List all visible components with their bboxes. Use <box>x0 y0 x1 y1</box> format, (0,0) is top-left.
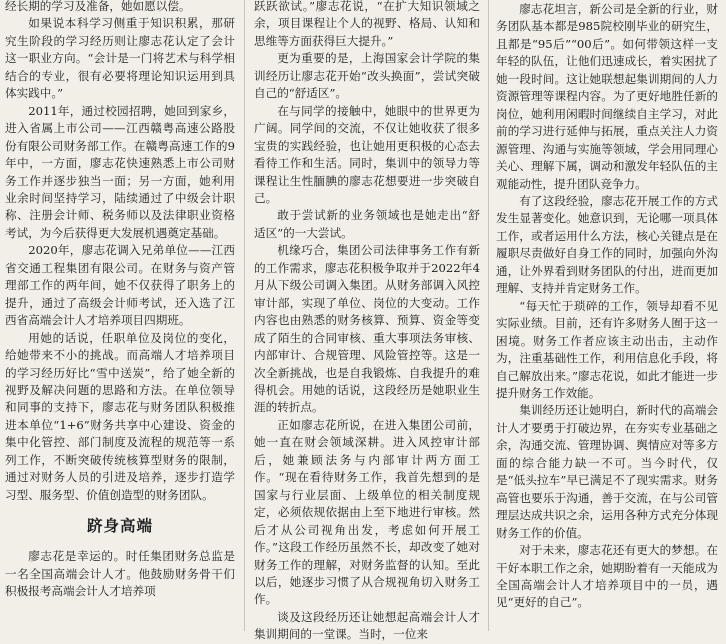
paragraph: 跃跃欲试。”廖志花说，“在扩大知识领域之余，项目课程让个人的视野、格局、认知和思维等方面获得巨大提升。” <box>254 0 480 48</box>
paragraph: 集训经历还让她明白，新时代的高端会计人才要勇于打破边界，在夯实专业基础之余，沟通交流、管理协调、舆情应对等多方面的综合能力缺一不可。当今时代，仅是“低头拉车”早已满足不了现实需求。财务高管也要乐于沟通，善于交流，在与公司管理层达成共识之余，运用各种方式充分体现财务工作的价值。 <box>496 403 718 540</box>
paragraph: 谈及这段经历还让她想起高端会计人才集训期间的一堂课。当时，一位来 <box>254 609 480 642</box>
paragraph: 廖志花坦言，新公司是全新的行业，财务团队基本都是985院校刚毕业的研究生，且都是“95后”“00后”。如何带领这样一支年轻的队伍，让他们迅速成长，着实困扰了她一段时间。这让她联想起集训期间的人力资源管理等课程内容。为了更好地胜任新的岗位，她利用闲暇时间继续自主学习，对此前的学习进行延伸与拓展，重点关注人力资源管理、沟通与实施等领域，学会用同理心关心、理解下属，调动和激发年轻队伍的主观能动性，提升团队竞争力。 <box>496 2 718 191</box>
column-left <box>5 0 235 629</box>
paragraph: 如果说本科学习侧重于知识积累，那研究生阶段的学习经历则让廖志花认定了会计这一职业方向。“会计是一门将艺术与科学相结合的专业，很有必要将理论知识运用到具体实践中。” <box>5 16 235 101</box>
paragraph: 更为重要的是，上海国家会计学院的集训经历让廖志花开始“改头换面”，尝试突破自己的“舒适区”。 <box>254 51 480 101</box>
paragraph: 正如廖志花所说，在进入集团公司前，她一直在财会领域深耕。进入风控审计部后，她兼顾法务与内部审计两方面工作。“现在看待财务工作，我首先想到的是国家与行业层面、上级单位的相关制度规定，必须依规依据由上至下地进行审核。然后才从公司视角出发，考虑如何开展工作。”这段工作经历虽然不长，却改变了她对财务工作的理解，对财务监督的认知。至此以后，她逐步习惯了从合规视角切入财务工作。 <box>254 417 480 607</box>
paragraph: 经长期的学习及准备，她如愿以偿。 <box>5 0 191 13</box>
paragraph: “每天忙于琐碎的工作，领导却看不见实际业绩。目前，还有许多财务人囿于这一困境。财务工作者应该主动出击，主动作为，注重基础性工作，利用信息化手段，将自己解放出来。”廖志花说，如此才能进一步提升财务工作效能。 <box>496 298 718 400</box>
paragraph: 用她的话说，任职单位及岗位的变化，给她带来不小的挑战。而高端人才培养项目的学习经历好比“雪中送炭”，给了她全新的视野及解决问题的思路和方法。在单位领导和同事的支持下，廖志花与财务团队积极推进本单位“1+6”财务共享中心建设、资金的集中化管控、部门制度及流程的规范等一系列工作，不断突破传统核算型财务的限制，通过对财务人员的引进及培养，逐步打造学习型、服务型、价值创造型的财务团队。 <box>5 330 235 502</box>
paragraph: 2011年，通过校园招聘，她回到家乡，进入省属上市公司——江西赣粤高速公路股份有限公司财务部工作。在赣粤高速工作的9年中，一方面，廖志花快速熟悉上市公司财务工作并逐步独当一面；另一方面，她利用业余时间坚持学习，陆续通过了中级会计职称、注册会计师、税务师以及法律职业资格考试，为今后获得更大发展机遇奠定基础。 <box>5 103 235 240</box>
paragraph: 机缘巧合，集团公司法律事务工作有新的工作需求，廖志花积极争取并于2022年4月从下级公司调入集团。从财务部调入风控审计部，实现了单位、岗位的大变动。工作内容也由熟悉的财务核算、预算、资金等变成了陌生的合同审核、重大事项法务审核、内部审计、合规管理、风险管控等。这是一次全新挑战，也是自我锻炼、自我提升的难得机会。用她的话说，这段经历是她职业生涯的转折点。 <box>254 243 480 415</box>
paragraph: 有了这段经验，廖志花开展工作的方式发生显著变化。她意识到，无论哪一项具体工作，或者运用什么方法，核心关键点是在履职尽责做好自身工作的同时，加强向外沟通，让外界看到财务团队的付出，进而更加理解、支持并肯定财务工作。 <box>496 193 718 296</box>
column-middle <box>254 0 480 642</box>
paragraph: 对于未来，廖志花还有更大的梦想。在干好本职工作之余，她期盼着有一天能成为全国高端会计人才培养项目中的一员，遇见“更好的自己”。 <box>496 543 718 610</box>
paragraph: 在与同学的接触中，她眼中的世界更为广阔。同学间的交流，不仅让她收获了很多宝贵的实践经验，也让她用更积极的心态去看待工作和生活。同时，集训中的领导力等课程让生性腼腆的廖志花想要进一步突破自己。 <box>254 103 480 205</box>
paragraph: 敢于尝试新的业务领域也是她走出“舒适区”的一大尝试。 <box>254 208 480 240</box>
paragraph: 2020年，廖志花调入兄弟单位——江西省交通工程集团有限公司。在财务与资产管理部工作的两年间，她不仅获得了职务上的提升，通过了高级会计师考试，还入选了江西省高端会计人才培养项目四期班。 <box>5 243 235 328</box>
section-heading: 跻身高端 <box>86 517 153 536</box>
column-right <box>496 1 718 632</box>
paragraph: 廖志花是幸运的。时任集团财务总监是一名全国高端会计人才。他鼓励财务骨干们积极报考高端会计人才培养项 <box>5 549 235 599</box>
column-divider <box>488 0 489 631</box>
column-divider <box>244 0 245 631</box>
